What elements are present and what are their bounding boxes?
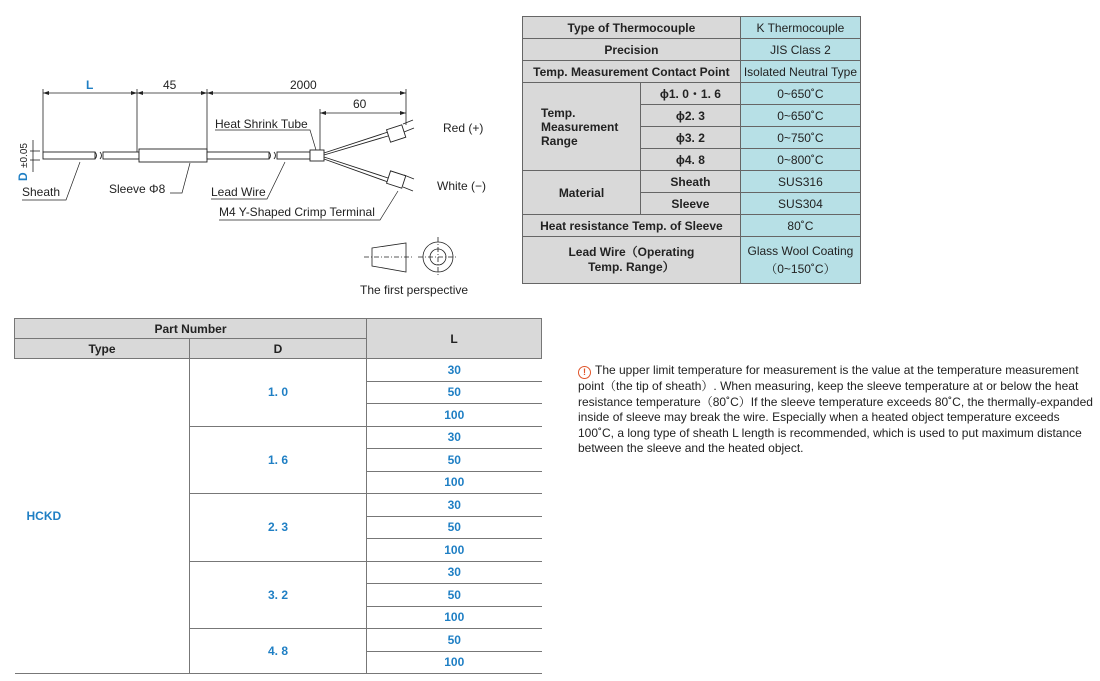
spec-range-d: ϕ4. 8 — [641, 149, 741, 171]
l-cell: 50 — [367, 584, 542, 607]
spec-range-value: 0~800˚C — [740, 149, 860, 171]
l-cell: 30 — [367, 494, 542, 517]
spec-type-label: Type of Thermocouple — [523, 17, 741, 39]
spec-lead-label — [523, 237, 741, 284]
d-cell: 2. 3 — [190, 494, 367, 562]
spec-contact-label: Temp. Measurement Contact Point — [523, 61, 741, 83]
dim-tolerance: ±0.05 — [19, 143, 30, 168]
projection-symbol-icon — [364, 237, 458, 277]
spec-material-label: Material — [523, 171, 641, 215]
type-cell: HCKD — [15, 359, 190, 674]
l-cell: 30 — [367, 426, 542, 449]
l-cell: 30 — [367, 561, 542, 584]
specification-table — [522, 16, 861, 284]
label-sheath: Sheath — [22, 185, 61, 199]
warning-icon: ! — [578, 366, 591, 379]
part-number-table — [14, 318, 542, 674]
l-cell: 50 — [367, 381, 542, 404]
spec-heat-value: 80˚C — [740, 215, 860, 237]
label-sleeve: Sleeve Φ8 — [109, 182, 166, 196]
spec-sleeve-label: Sleeve — [641, 193, 741, 215]
l-cell: 100 — [367, 606, 542, 629]
spec-range-value: 0~650˚C — [740, 105, 860, 127]
l-cell: 50 — [367, 449, 542, 472]
spec-range-d: ϕ1. 0・1. 6 — [641, 83, 741, 105]
spec-range-d: ϕ2. 3 — [641, 105, 741, 127]
measurement-note — [578, 363, 1098, 457]
dim-L: L — [86, 78, 94, 92]
spec-range-label-line2: Measurement — [541, 119, 619, 134]
spec-lead-label-line1: Lead Wire（Operating — [568, 245, 695, 259]
note-text: The upper limit temperature for measurement is the value at the temperature measurement point（the tip of sheath）. When measuring, keep the sleeve temperature at or below the heat resistance temperature（80˚C）If the sleeve temperature exceeds 80˚C, the thermally-expanded inside of sleeve may break the wire. Especially when a heated object temperature exceeds 100˚C, a long type of sheath L length is recommended, which is used to put maximum distance between the sleeve and the heated object. — [578, 363, 1093, 455]
part-number-header: Part Number — [15, 319, 367, 339]
d-cell: 4. 8 — [190, 629, 367, 674]
d-header: D — [190, 339, 367, 359]
spec-range-value: 0~650˚C — [740, 83, 860, 105]
spec-lead-value-line1: Glass Wool Coating — [747, 244, 854, 258]
l-cell: 100 — [367, 471, 542, 494]
spec-range-d: ϕ3. 2 — [641, 127, 741, 149]
spec-type-value: K Thermocouple — [740, 17, 860, 39]
label-lead-wire: Lead Wire — [211, 185, 266, 199]
dim-D: D — [16, 172, 30, 181]
label-red: Red (+) — [443, 121, 484, 135]
label-first-perspective: The first perspective — [360, 283, 469, 297]
l-cell: 50 — [367, 629, 542, 652]
d-cell: 1. 0 — [190, 359, 367, 427]
spec-range-label-line3: Range — [541, 133, 578, 148]
spec-range-value: 0~750˚C — [740, 127, 860, 149]
type-header: Type — [15, 339, 190, 359]
spec-sheath-label: Sheath — [641, 171, 741, 193]
label-crimp-terminal: M4 Y-Shaped Crimp Terminal — [219, 205, 375, 219]
l-cell: 50 — [367, 516, 542, 539]
spec-heat-label: Heat resistance Temp. of Sleeve — [523, 215, 741, 237]
spec-lead-value — [740, 237, 860, 284]
spec-contact-value: Isolated Neutral Type — [740, 61, 860, 83]
spec-precision-label: Precision — [523, 39, 741, 61]
l-cell: 30 — [367, 359, 542, 382]
thermocouple-diagram — [0, 0, 520, 310]
d-cell: 3. 2 — [190, 561, 367, 629]
label-white: White (−) — [437, 179, 487, 193]
dim-2000: 2000 — [290, 78, 317, 92]
spec-lead-value-line2: （0~150˚C） — [765, 262, 836, 276]
spec-sleeve-value: SUS304 — [740, 193, 860, 215]
spec-range-label-line1: Temp. — [541, 105, 576, 120]
dim-45: 45 — [163, 78, 177, 92]
l-header: L — [367, 319, 542, 359]
spec-sheath-value: SUS316 — [740, 171, 860, 193]
spec-range-label — [523, 83, 641, 171]
label-heat-shrink-tube: Heat Shrink Tube — [215, 117, 308, 131]
l-cell: 100 — [367, 404, 542, 427]
spec-precision-value: JIS Class 2 — [740, 39, 860, 61]
dim-60: 60 — [353, 97, 367, 111]
l-cell: 100 — [367, 651, 542, 674]
l-cell: 100 — [367, 539, 542, 562]
d-cell: 1. 6 — [190, 426, 367, 494]
spec-lead-label-line2: Temp. Range） — [588, 260, 675, 274]
